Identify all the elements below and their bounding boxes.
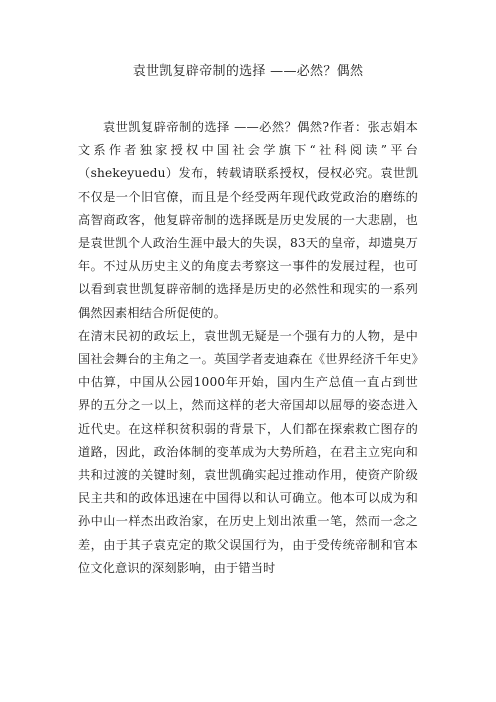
- body-paragraph-1: 袁世凯复辟帝制的选择 ——必然？偶然?作者：张志娟本文系作者独家授权中国社会学旗下“社科阅读”平台（shekeyuedu）发布，转载请联系授权，侵权必究。袁世凯不仅是一个旧官僚，而且是个经受两年现代政党政治的磨练的高智商政客，他复辟帝制的选择既是历史发展的一大悲剧，也是袁世凯个人政治生涯中最大的失误，83天的皇帝，却遗臭万年。不过从历史主义的角度去考察这一事件的发展过程，也可以看到袁世凯复辟帝制的选择是历史的必然性和现实的一系列偶然因素相结合所促使的。: [78, 120, 418, 320]
- document-body: [78, 116, 418, 580]
- body-paragraph-2: 在清末民初的政坛上，袁世凯无疑是一个强有力的人物，是中国社会舞台的主角之一。英国学者麦迪森在《世界经济千年史》中估算，中国从公园1000年开始，国内生产总值一直占到世界的五分之一以上，然而这样的老大帝国却以屈辱的姿态进入近代史。在这样积贫积弱的背景下，人们都在探索救亡图存的道路，因此，政治体制的变革成为大势所趋，在君主立宪向和共和过渡的关键时刻，袁世凯确实起过推动作用，使资产阶级民主共和的政体迅速在中国得以和认可确立。他本可以成为和孙中山一样杰出政治家，在历史上划出浓重一笔，然而一念之差，由于其子袁克定的欺父误国行为，由于受传统帝制和官本位文化意识的深刻影响，由于错当时: [78, 328, 418, 575]
- document-title: 袁世凯复辟帝制的选择 ——必然？偶然: [132, 64, 364, 79]
